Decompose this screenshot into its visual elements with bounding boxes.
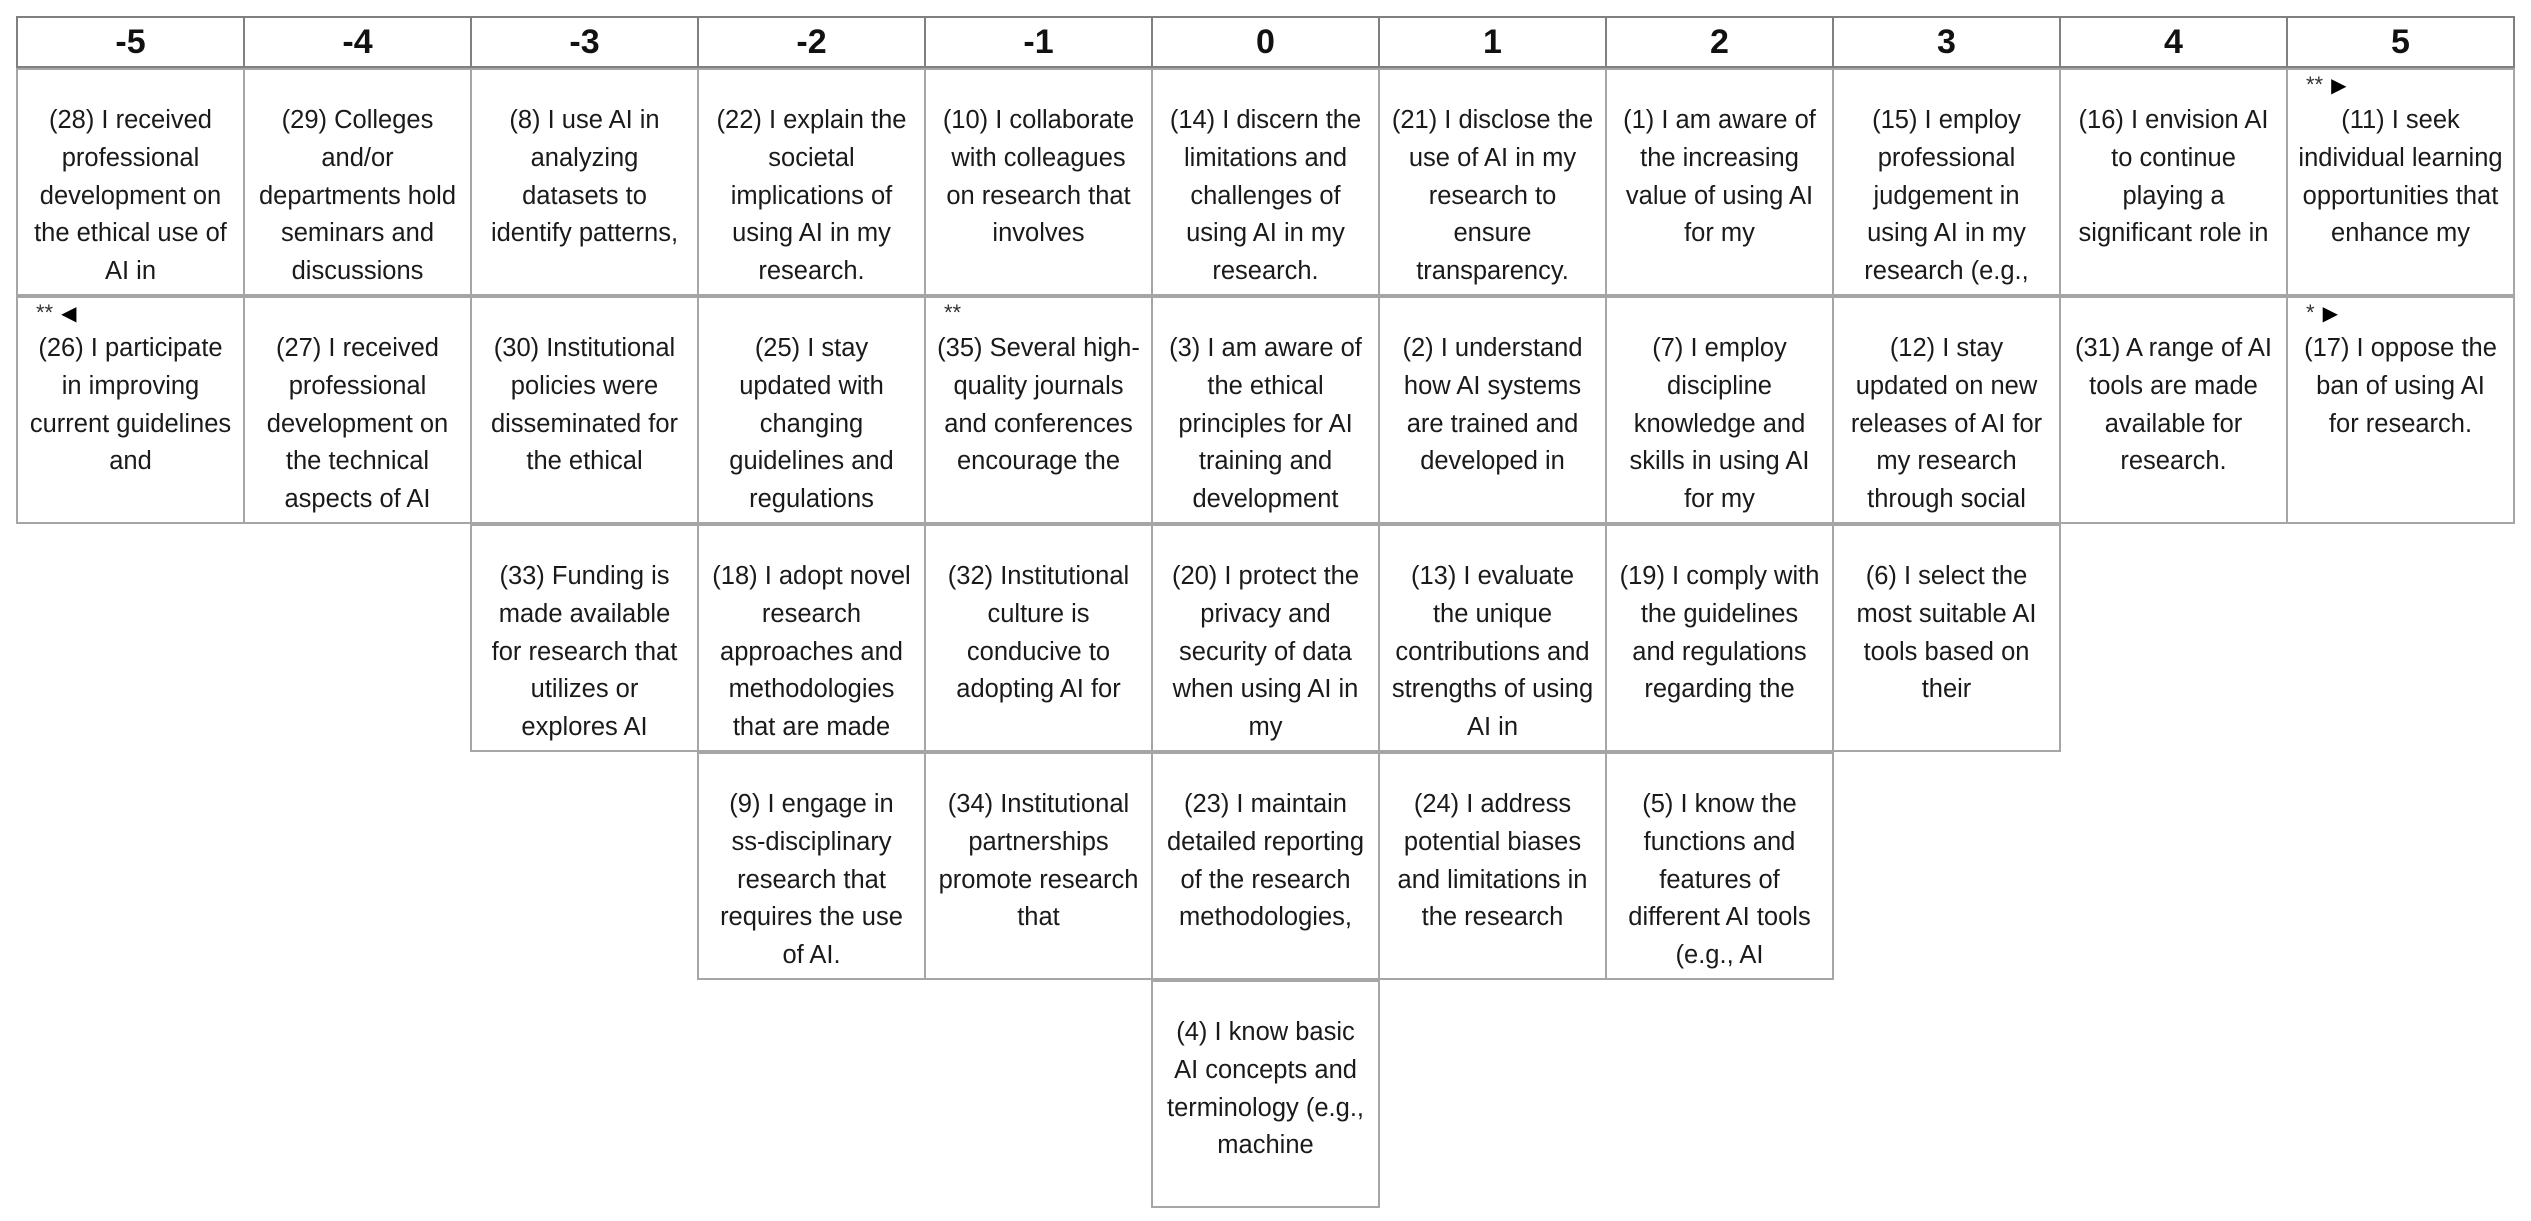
column-header: 4	[2059, 16, 2288, 68]
significance-stars: **	[944, 300, 962, 325]
column-header: -2	[697, 16, 926, 68]
statement-text: (4) I know basic AI concepts and terminology (e.g., machine	[1166, 1018, 1364, 1160]
statement-card	[2286, 68, 2515, 296]
statement-card	[470, 68, 699, 296]
statement-text: (35) Several high-quality journals and conferences encourage the	[937, 334, 1140, 476]
column-header: 3	[1832, 16, 2061, 68]
column-header: 1	[1378, 16, 1607, 68]
significance-stars: **	[2306, 72, 2324, 97]
column-header: 2	[1605, 16, 1834, 68]
statement-card	[1605, 752, 1834, 980]
statement-text: (26) I participate in improving current guidelines and	[29, 334, 232, 476]
statement-text: (15) I employ professional judgement in using AI in my research (e.g.,	[1864, 106, 2029, 286]
statement-card	[697, 524, 926, 752]
statement-text: (12) I stay updated on new releases of AI for my research through social	[1850, 334, 2043, 514]
statement-text: (34) Institutional partnerships promote research that	[938, 790, 1139, 932]
statement-card	[1151, 68, 1380, 296]
statement-text: (33) Funding is made available for research that utilizes or explores AI	[491, 562, 678, 742]
column-header: -4	[243, 16, 472, 68]
statement-card	[1832, 296, 2061, 524]
statement-card	[470, 296, 699, 524]
statement-text: (18) I adopt novel research approaches and methodologies that are made	[712, 562, 911, 742]
statement-card	[1378, 752, 1607, 980]
statement-text: (20) I protect the privacy and security of data when using AI in my	[1171, 562, 1360, 742]
statement-text: (6) I select the most suitable AI tools based on their	[1856, 562, 2037, 704]
statement-text: (10) I collaborate with colleagues on research that involves	[942, 106, 1135, 248]
statement-text: (27) I received professional development on the technical aspects of AI	[266, 334, 449, 514]
statement-text: (9) I engage in ss-disciplinary research that requires the use of AI.	[720, 790, 903, 970]
statement-card	[1151, 980, 1380, 1208]
statement-card	[1151, 752, 1380, 980]
statement-card	[2059, 296, 2288, 524]
column-header: -3	[470, 16, 699, 68]
arrow-right-icon: ▶	[2322, 303, 2338, 325]
statement-text: (3) I am aware of the ethical principles for AI training and development	[1169, 334, 1362, 514]
statement-text: (24) I address potential biases and limitations in the research	[1397, 790, 1588, 932]
statement-card	[1605, 296, 1834, 524]
statement-card	[1605, 68, 1834, 296]
arrow-right-icon: ▶	[2331, 75, 2347, 97]
statement-card	[1378, 68, 1607, 296]
statement-text: (14) I discern the limitations and challenges of using AI in my research.	[1169, 106, 1362, 286]
statement-text: (1) I am aware of the increasing value of using AI for my	[1623, 106, 1816, 248]
statement-card	[2286, 296, 2515, 524]
statement-card	[924, 752, 1153, 980]
statement-card	[1605, 524, 1834, 752]
statement-card	[1832, 524, 2061, 752]
statement-card	[1151, 296, 1380, 524]
statement-text: (5) I know the functions and features of different AI tools (e.g., AI	[1628, 790, 1811, 970]
column-header: 0	[1151, 16, 1380, 68]
statement-text: (2) I understand how AI systems are trained and developed in	[1402, 334, 1583, 476]
significance-stars: **	[36, 300, 54, 325]
statement-card	[1378, 524, 1607, 752]
statement-text: (7) I employ discipline knowledge and skills in using AI for my	[1629, 334, 1810, 514]
statement-card	[2059, 68, 2288, 296]
column-header: 5	[2286, 16, 2515, 68]
statement-card	[243, 296, 472, 524]
statement-text: (22) I explain the societal implications of using AI in my research.	[716, 106, 907, 286]
column-header: -1	[924, 16, 1153, 68]
column-header: -5	[16, 16, 245, 68]
statement-card	[697, 752, 926, 980]
statement-text: (32) Institutional culture is conducive to adopting AI for	[947, 562, 1130, 704]
statement-card	[1832, 68, 2061, 296]
statement-text: (16) I envision AI to continue playing a significant role in	[2078, 106, 2269, 248]
statement-card	[1151, 524, 1380, 752]
significance-marker	[2306, 72, 2347, 99]
significance-marker	[944, 300, 961, 326]
statement-text: (31) A range of AI tools are made available for research.	[2074, 334, 2273, 476]
significance-stars: *	[2306, 300, 2315, 325]
statement-text: (17) I oppose the ban of using AI for research.	[2304, 334, 2497, 438]
statement-text: (11) I seek individual learning opportunities that enhance my	[2298, 106, 2503, 248]
statement-text: (28) I received professional development on the ethical use of AI in	[34, 106, 227, 286]
significance-marker	[36, 300, 77, 327]
statement-text: (23) I maintain detailed reporting of the research methodologies,	[1166, 790, 1365, 932]
statement-card	[697, 296, 926, 524]
arrow-left-icon: ◀	[61, 303, 77, 325]
statement-card	[243, 68, 472, 296]
statement-card	[697, 68, 926, 296]
statement-card	[16, 296, 245, 524]
statement-text: (19) I comply with the guidelines and regulations regarding the	[1619, 562, 1820, 704]
statement-card	[924, 68, 1153, 296]
statement-card	[16, 68, 245, 296]
statement-card	[470, 524, 699, 752]
statement-card	[924, 296, 1153, 524]
statement-text: (13) I evaluate the unique contributions and strengths of using AI in	[1391, 562, 1594, 742]
significance-marker	[2306, 300, 2338, 327]
statement-text: (30) Institutional policies were disseminated for the ethical	[490, 334, 679, 476]
statement-text: (8) I use AI in analyzing datasets to identify patterns,	[490, 106, 679, 248]
statement-text: (21) I disclose the use of AI in my research to ensure transparency.	[1391, 106, 1594, 286]
statement-text: (25) I stay updated with changing guidelines and regulations	[729, 334, 894, 514]
statement-text: (29) Colleges and/or departments hold seminars and discussions	[258, 106, 457, 286]
statement-card	[1378, 296, 1607, 524]
statement-card	[924, 524, 1153, 752]
